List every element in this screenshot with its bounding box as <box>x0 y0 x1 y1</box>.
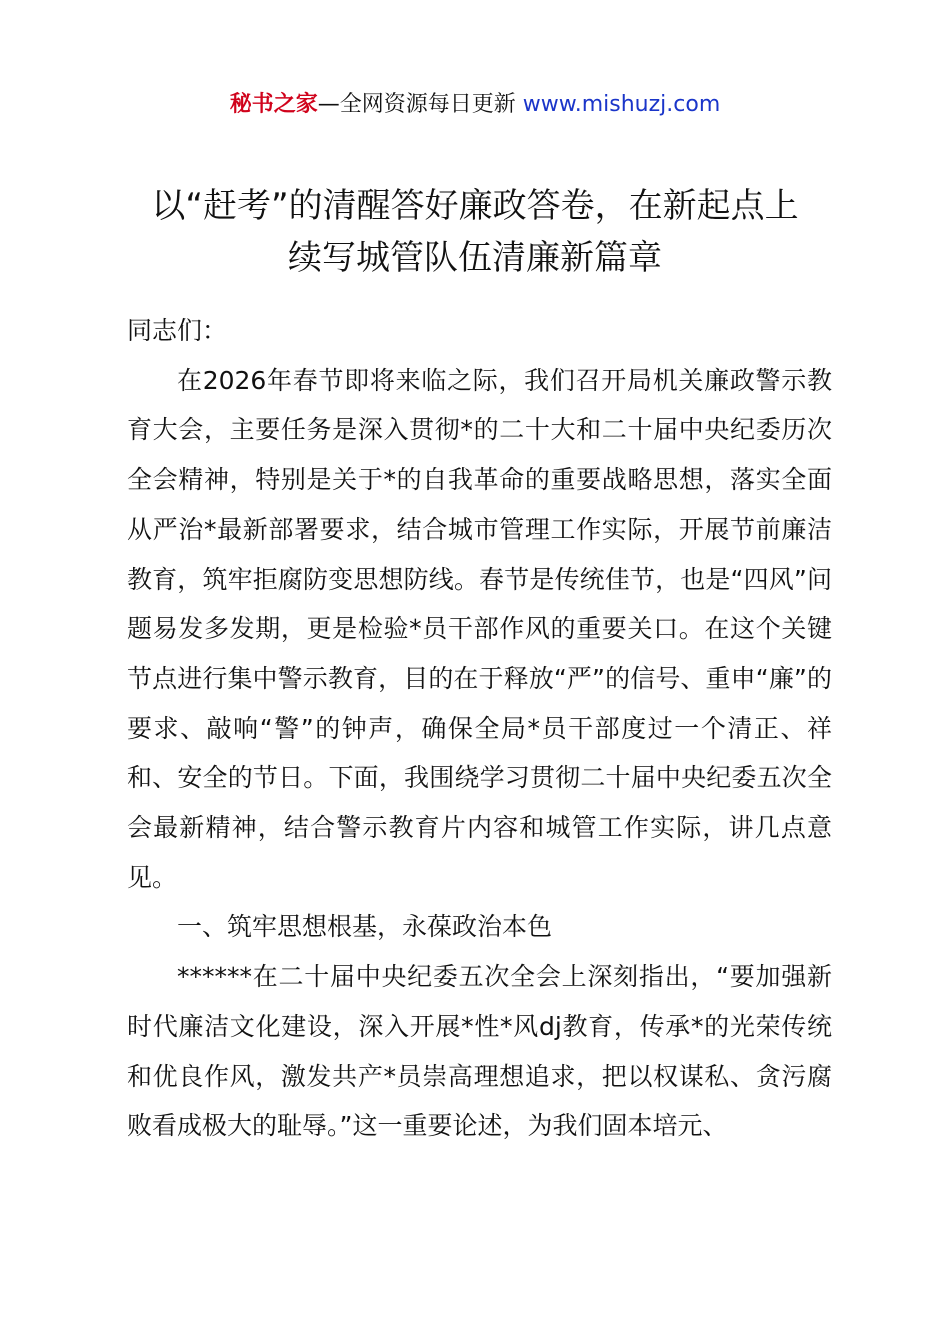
document-body <box>127 306 832 1151</box>
title-line-2: 续写城管队伍清廉新篇章 <box>288 238 662 278</box>
title-line-1: 以“赶考”的清醒答好廉政答卷，在新起点上 <box>151 186 799 226</box>
brand-name: 秘书之家 <box>229 92 318 117</box>
salutation: 同志们： <box>127 316 228 345</box>
section-paragraph: ******在二十届中央纪委五次全会上深刻指出，“要加强新时代廉洁文化建设，深入开展*性*风dj教育，传承*的光荣传统和优良作风，激发共产*员崇高理想追求，把以权谋私、贪污腐败看成极大的耻辱。”这一重要论述，为我们固本培元、 <box>127 962 832 1141</box>
site-url-link[interactable]: www.mishuzj.com <box>522 92 721 117</box>
section-heading: 一、筑牢思想根基，永葆政治本色 <box>177 912 553 942</box>
site-header <box>0 90 950 120</box>
header-slogan: —全网资源每日更新 <box>317 92 523 117</box>
document-title <box>0 180 950 284</box>
intro-paragraph: 在2026年春节即将来临之际，我们召开局机关廉政警示教育大会，主要任务是深入贯彻*的二十大和二十届中央纪委历次全会精神，特别是关于*的自我革命的重要战略思想，落实全面从严治*最新部署要求，结合城市管理工作实际，开展节前廉洁教育，筑牢拒腐防变思想防线。春节是传统佳节，也是“四风”问题易发多发期，更是检验*员干部作风的重要关口。在这个关键节点进行集中警示教育，目的在于释放“严”的信号、重申“廉”的要求、敲响“警”的钟声，确保全局*员干部度过一个清正、祥和、安全的节日。下面，我围绕学习贯彻二十届中央纪委五次全会最新精神，结合警示教育片内容和城管工作实际，讲几点意见。 <box>127 365 832 892</box>
